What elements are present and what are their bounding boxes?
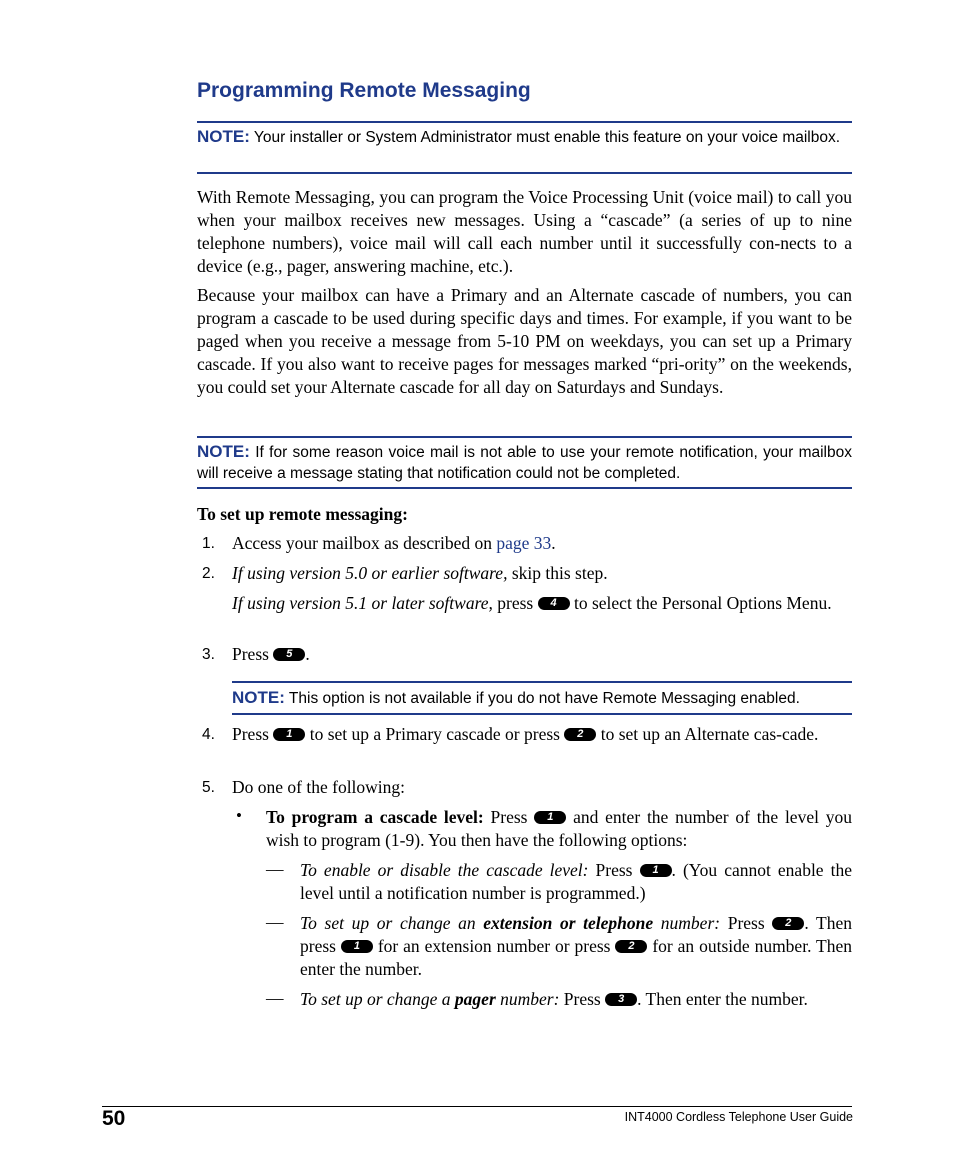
note-label: NOTE: [232, 688, 285, 707]
option-italic: To set up or change a [300, 989, 455, 1009]
step-text-part: Press [232, 644, 274, 664]
option-text-part: . (You cannot enable the level until a notification number is programmed.) [300, 860, 853, 903]
option-italic: To enable or disable the cascade level: [300, 860, 589, 880]
option-text-part: . Then press [300, 913, 852, 956]
page-link[interactable]: page 33 [496, 533, 552, 553]
note-text: If for some reason voice mail is not able to use your remote notification, your mailbox will receive a message stating that notification could not be completed. [197, 444, 852, 482]
footer-divider [102, 1106, 852, 1107]
dash-icon: — [266, 988, 284, 1008]
step-text-part: skip this step. [507, 563, 608, 583]
key-1-icon: 1 [341, 940, 373, 953]
option-text [300, 988, 852, 1011]
option-text [300, 912, 852, 981]
option-italic: number: [495, 989, 560, 1009]
body-paragraph: Because your mailbox can have a Primary and an Alternate cascade of numbers, you can program a cascade to be used during specific days and times. For example, if you want to be paged when you receive a message from 5-10 PM on weekdays, you can set up a Primary cascade. If you also want to receive pages for messages marked “pri-ority” on the weekends, you could set your Alternate cascade for all day on Saturdays and Sundays. [197, 285, 852, 397]
note-label: NOTE: [197, 442, 250, 461]
section-title: Programming Remote Messaging [197, 79, 531, 102]
step-number: 1. [202, 535, 215, 552]
option-italic: number: [653, 913, 721, 933]
bullet-icon: • [236, 806, 242, 825]
bullet-text-part: Press [483, 807, 535, 827]
note-box [232, 681, 852, 715]
step-text: Do one of the following: [232, 777, 406, 797]
step-text-part: Press [232, 724, 274, 744]
note-box [197, 121, 852, 174]
step-text [232, 723, 852, 746]
step-text-part: press [492, 593, 538, 613]
bullet-text-part: and enter the number of the level you wish to program (1-9). You then have the following options: [266, 807, 853, 850]
key-2-icon: 2 [564, 728, 596, 741]
note-text: This option is not available if you do not have Remote Messaging enabled. [284, 690, 800, 707]
step-number: 2. [202, 565, 215, 582]
option-text [300, 859, 852, 905]
step-text-part: to set up a Primary cascade or press [305, 724, 565, 744]
step-text [232, 532, 852, 555]
step-text-part: Access your mailbox as described on [232, 533, 497, 553]
bullet-bold: To program a cascade level: [266, 807, 484, 827]
option-text-part: Press [720, 913, 773, 933]
step-text [232, 643, 852, 666]
option-text-part: for an extension number or press [372, 936, 616, 956]
key-1-icon: 1 [640, 864, 672, 877]
body-paragraph: With Remote Messaging, you can program the Voice Processing Unit (voice mail) to call you when your mailbox receives new messages. Using a “cascade” (a series of up to nine telephone numbers), voice mail will call each number until it successfully con-nects to a device (e.g., pager, answering machine, etc.). [197, 187, 852, 276]
step-number: 3. [202, 646, 215, 663]
option-text-part: . Then enter the number. [637, 989, 808, 1009]
option-text-part: Press [588, 860, 640, 880]
key-2-icon: 2 [615, 940, 647, 953]
page-number: 50 [102, 1107, 126, 1130]
key-4-icon: 4 [538, 597, 570, 610]
key-5-icon: 5 [273, 648, 305, 661]
option-bold-italic: extension or telephone [483, 913, 654, 933]
step-number: 4. [202, 726, 215, 743]
step-number: 5. [202, 779, 215, 796]
option-text-part: for an outside number. Then enter the number. [300, 936, 853, 979]
note-label: NOTE: [197, 127, 250, 146]
dash-icon: — [266, 859, 284, 879]
guide-title: INT4000 Cordless Telephone User Guide [624, 1110, 853, 1124]
key-2-icon: 2 [772, 917, 804, 930]
step-italic: If using version 5.1 or later software, [232, 593, 493, 613]
option-bold-italic: pager [454, 989, 496, 1009]
bullet-text [266, 806, 852, 852]
key-3-icon: 3 [605, 993, 637, 1006]
step-text-part: . [305, 644, 310, 664]
dash-icon: — [266, 912, 284, 932]
note-text: Your installer or System Administrator must enable this feature on your voice mailbox. [249, 129, 841, 146]
step-italic: If using version 5.0 or earlier software, [232, 563, 508, 583]
step-text-part: . [551, 533, 556, 553]
step-text [232, 562, 852, 585]
procedure-heading: To set up remote messaging: [197, 504, 408, 524]
option-text-part: Press [559, 989, 606, 1009]
key-1-icon: 1 [534, 811, 566, 824]
step-text-part: to select the Personal Options Menu. [569, 593, 832, 613]
option-italic: To set up or change an [300, 913, 484, 933]
step-text [232, 592, 852, 615]
note-box [197, 436, 852, 489]
step-text-part: to set up an Alternate cas-cade. [596, 724, 819, 744]
key-1-icon: 1 [273, 728, 305, 741]
